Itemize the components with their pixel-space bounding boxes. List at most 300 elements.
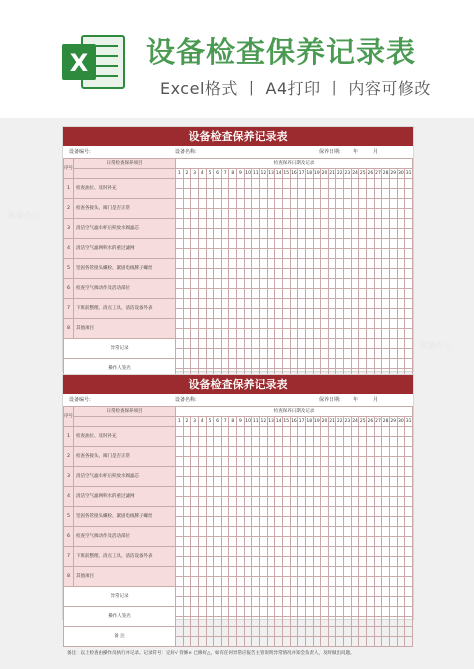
record-cell[interactable] <box>275 597 283 607</box>
record-cell[interactable] <box>397 587 405 597</box>
record-cell[interactable] <box>344 557 352 567</box>
record-cell[interactable] <box>374 209 382 219</box>
record-cell[interactable] <box>374 617 382 627</box>
record-cell[interactable] <box>229 457 237 467</box>
record-cell[interactable] <box>344 329 352 339</box>
record-cell[interactable] <box>344 507 352 517</box>
record-cell[interactable] <box>244 279 252 289</box>
record-cell[interactable] <box>252 577 260 587</box>
record-cell[interactable] <box>351 279 359 289</box>
record-cell[interactable] <box>321 299 329 309</box>
record-cell[interactable] <box>351 249 359 259</box>
record-cell[interactable] <box>305 219 313 229</box>
record-cell[interactable] <box>214 427 222 437</box>
record-cell[interactable] <box>351 467 359 477</box>
record-cell[interactable] <box>382 507 390 517</box>
record-cell[interactable] <box>191 597 199 607</box>
record-cell[interactable] <box>221 239 229 249</box>
record-cell[interactable] <box>191 547 199 557</box>
record-cell[interactable] <box>298 467 306 477</box>
record-cell[interactable] <box>351 457 359 467</box>
record-cell[interactable] <box>351 179 359 189</box>
record-cell[interactable] <box>328 349 336 359</box>
record-cell[interactable] <box>405 427 413 437</box>
record-cell[interactable] <box>382 179 390 189</box>
record-cell[interactable] <box>206 279 214 289</box>
record-cell[interactable] <box>405 209 413 219</box>
record-cell[interactable] <box>229 349 237 359</box>
record-cell[interactable] <box>374 627 382 637</box>
record-cell[interactable] <box>290 477 298 487</box>
record-cell[interactable] <box>214 527 222 537</box>
record-cell[interactable] <box>313 497 321 507</box>
record-cell[interactable] <box>221 457 229 467</box>
record-cell[interactable] <box>328 309 336 319</box>
record-cell[interactable] <box>351 269 359 279</box>
record-cell[interactable] <box>382 269 390 279</box>
record-cell[interactable] <box>374 637 382 647</box>
record-cell[interactable] <box>191 309 199 319</box>
record-cell[interactable] <box>198 627 206 637</box>
record-cell[interactable] <box>267 179 275 189</box>
record-cell[interactable] <box>336 349 344 359</box>
record-cell[interactable] <box>260 269 268 279</box>
record-cell[interactable] <box>176 427 184 437</box>
record-cell[interactable] <box>267 497 275 507</box>
record-cell[interactable] <box>260 527 268 537</box>
record-cell[interactable] <box>260 437 268 447</box>
record-cell[interactable] <box>191 199 199 209</box>
record-cell[interactable] <box>328 537 336 547</box>
record-cell[interactable] <box>244 359 252 369</box>
record-cell[interactable] <box>229 359 237 369</box>
record-cell[interactable] <box>237 467 245 477</box>
record-cell[interactable] <box>176 577 184 587</box>
record-cell[interactable] <box>198 339 206 349</box>
record-cell[interactable] <box>382 279 390 289</box>
record-cell[interactable] <box>328 467 336 477</box>
record-cell[interactable] <box>237 537 245 547</box>
record-cell[interactable] <box>244 507 252 517</box>
record-cell[interactable] <box>397 349 405 359</box>
record-cell[interactable] <box>367 527 375 537</box>
record-cell[interactable] <box>344 467 352 477</box>
record-cell[interactable] <box>282 517 290 527</box>
record-cell[interactable] <box>260 359 268 369</box>
record-cell[interactable] <box>359 437 367 447</box>
record-cell[interactable] <box>198 329 206 339</box>
record-cell[interactable] <box>313 229 321 239</box>
record-cell[interactable] <box>382 597 390 607</box>
record-cell[interactable] <box>351 567 359 577</box>
record-cell[interactable] <box>275 547 283 557</box>
record-cell[interactable] <box>397 329 405 339</box>
record-cell[interactable] <box>237 507 245 517</box>
record-cell[interactable] <box>267 299 275 309</box>
record-cell[interactable] <box>221 617 229 627</box>
record-cell[interactable] <box>214 219 222 229</box>
record-cell[interactable] <box>359 299 367 309</box>
record-cell[interactable] <box>282 209 290 219</box>
record-cell[interactable] <box>374 349 382 359</box>
record-cell[interactable] <box>198 349 206 359</box>
record-cell[interactable] <box>206 289 214 299</box>
record-cell[interactable] <box>260 567 268 577</box>
record-cell[interactable] <box>183 349 191 359</box>
record-cell[interactable] <box>367 309 375 319</box>
record-cell[interactable] <box>382 239 390 249</box>
record-cell[interactable] <box>237 617 245 627</box>
record-cell[interactable] <box>374 477 382 487</box>
record-cell[interactable] <box>305 249 313 259</box>
record-cell[interactable] <box>275 607 283 617</box>
record-cell[interactable] <box>359 179 367 189</box>
record-cell[interactable] <box>244 617 252 627</box>
record-cell[interactable] <box>252 437 260 447</box>
record-cell[interactable] <box>191 557 199 567</box>
record-cell[interactable] <box>351 299 359 309</box>
record-cell[interactable] <box>313 259 321 269</box>
record-cell[interactable] <box>198 359 206 369</box>
record-cell[interactable] <box>328 329 336 339</box>
record-cell[interactable] <box>382 607 390 617</box>
record-cell[interactable] <box>351 627 359 637</box>
record-cell[interactable] <box>336 259 344 269</box>
record-cell[interactable] <box>221 229 229 239</box>
record-cell[interactable] <box>382 447 390 457</box>
record-cell[interactable] <box>405 457 413 467</box>
record-cell[interactable] <box>214 607 222 617</box>
record-cell[interactable] <box>252 587 260 597</box>
record-cell[interactable] <box>275 457 283 467</box>
record-cell[interactable] <box>305 437 313 447</box>
record-cell[interactable] <box>267 309 275 319</box>
record-cell[interactable] <box>328 447 336 457</box>
record-cell[interactable] <box>206 339 214 349</box>
record-cell[interactable] <box>275 249 283 259</box>
record-cell[interactable] <box>221 279 229 289</box>
record-cell[interactable] <box>305 557 313 567</box>
record-cell[interactable] <box>206 597 214 607</box>
record-cell[interactable] <box>405 359 413 369</box>
record-cell[interactable] <box>198 239 206 249</box>
record-cell[interactable] <box>229 637 237 647</box>
record-cell[interactable] <box>206 617 214 627</box>
record-cell[interactable] <box>298 179 306 189</box>
record-cell[interactable] <box>260 627 268 637</box>
record-cell[interactable] <box>374 457 382 467</box>
record-cell[interactable] <box>344 219 352 229</box>
record-cell[interactable] <box>374 597 382 607</box>
record-cell[interactable] <box>191 179 199 189</box>
record-cell[interactable] <box>206 299 214 309</box>
record-cell[interactable] <box>374 487 382 497</box>
record-cell[interactable] <box>260 209 268 219</box>
record-cell[interactable] <box>328 249 336 259</box>
record-cell[interactable] <box>328 477 336 487</box>
record-cell[interactable] <box>290 269 298 279</box>
record-cell[interactable] <box>305 309 313 319</box>
record-cell[interactable] <box>214 259 222 269</box>
record-cell[interactable] <box>267 457 275 467</box>
record-cell[interactable] <box>382 567 390 577</box>
record-cell[interactable] <box>214 637 222 647</box>
record-cell[interactable] <box>237 339 245 349</box>
record-cell[interactable] <box>229 289 237 299</box>
record-cell[interactable] <box>267 627 275 637</box>
record-cell[interactable] <box>244 487 252 497</box>
record-cell[interactable] <box>359 199 367 209</box>
record-cell[interactable] <box>305 279 313 289</box>
record-cell[interactable] <box>389 339 397 349</box>
record-cell[interactable] <box>405 309 413 319</box>
record-cell[interactable] <box>367 269 375 279</box>
record-cell[interactable] <box>206 219 214 229</box>
record-cell[interactable] <box>260 597 268 607</box>
record-cell[interactable] <box>367 239 375 249</box>
record-cell[interactable] <box>359 427 367 437</box>
record-cell[interactable] <box>198 209 206 219</box>
record-cell[interactable] <box>367 497 375 507</box>
record-cell[interactable] <box>221 507 229 517</box>
record-cell[interactable] <box>305 299 313 309</box>
record-cell[interactable] <box>221 199 229 209</box>
record-cell[interactable] <box>298 189 306 199</box>
record-cell[interactable] <box>275 319 283 329</box>
record-cell[interactable] <box>214 309 222 319</box>
record-cell[interactable] <box>191 229 199 239</box>
record-cell[interactable] <box>260 517 268 527</box>
record-cell[interactable] <box>374 229 382 239</box>
record-cell[interactable] <box>252 557 260 567</box>
record-cell[interactable] <box>229 279 237 289</box>
record-cell[interactable] <box>206 557 214 567</box>
record-cell[interactable] <box>290 527 298 537</box>
record-cell[interactable] <box>351 339 359 349</box>
record-cell[interactable] <box>389 189 397 199</box>
record-cell[interactable] <box>344 477 352 487</box>
record-cell[interactable] <box>275 359 283 369</box>
record-cell[interactable] <box>183 477 191 487</box>
record-cell[interactable] <box>321 477 329 487</box>
record-cell[interactable] <box>252 447 260 457</box>
record-cell[interactable] <box>237 229 245 239</box>
record-cell[interactable] <box>183 567 191 577</box>
record-cell[interactable] <box>267 239 275 249</box>
record-cell[interactable] <box>389 229 397 239</box>
record-cell[interactable] <box>260 537 268 547</box>
record-cell[interactable] <box>351 637 359 647</box>
record-cell[interactable] <box>298 329 306 339</box>
record-cell[interactable] <box>191 437 199 447</box>
record-cell[interactable] <box>298 597 306 607</box>
record-cell[interactable] <box>282 249 290 259</box>
record-cell[interactable] <box>191 527 199 537</box>
record-cell[interactable] <box>359 467 367 477</box>
record-cell[interactable] <box>344 209 352 219</box>
record-cell[interactable] <box>328 497 336 507</box>
record-cell[interactable] <box>260 507 268 517</box>
record-cell[interactable] <box>351 617 359 627</box>
record-cell[interactable] <box>397 567 405 577</box>
record-cell[interactable] <box>298 309 306 319</box>
record-cell[interactable] <box>313 527 321 537</box>
record-cell[interactable] <box>206 189 214 199</box>
record-cell[interactable] <box>298 219 306 229</box>
record-cell[interactable] <box>244 329 252 339</box>
record-cell[interactable] <box>298 507 306 517</box>
record-cell[interactable] <box>344 637 352 647</box>
record-cell[interactable] <box>176 319 184 329</box>
record-cell[interactable] <box>374 547 382 557</box>
record-cell[interactable] <box>229 527 237 537</box>
record-cell[interactable] <box>176 437 184 447</box>
record-cell[interactable] <box>237 309 245 319</box>
record-cell[interactable] <box>405 537 413 547</box>
record-cell[interactable] <box>214 447 222 457</box>
record-cell[interactable] <box>229 309 237 319</box>
record-cell[interactable] <box>290 319 298 329</box>
record-cell[interactable] <box>359 557 367 567</box>
record-cell[interactable] <box>252 229 260 239</box>
record-cell[interactable] <box>321 199 329 209</box>
record-cell[interactable] <box>328 627 336 637</box>
record-cell[interactable] <box>351 209 359 219</box>
record-cell[interactable] <box>244 209 252 219</box>
record-cell[interactable] <box>206 447 214 457</box>
record-cell[interactable] <box>405 547 413 557</box>
record-cell[interactable] <box>290 517 298 527</box>
record-cell[interactable] <box>367 319 375 329</box>
record-cell[interactable] <box>313 339 321 349</box>
record-cell[interactable] <box>328 527 336 537</box>
record-cell[interactable] <box>374 179 382 189</box>
record-cell[interactable] <box>191 507 199 517</box>
record-cell[interactable] <box>313 249 321 259</box>
record-cell[interactable] <box>260 299 268 309</box>
record-cell[interactable] <box>405 329 413 339</box>
record-cell[interactable] <box>321 627 329 637</box>
record-cell[interactable] <box>267 359 275 369</box>
record-cell[interactable] <box>176 517 184 527</box>
record-cell[interactable] <box>298 487 306 497</box>
record-cell[interactable] <box>176 627 184 637</box>
record-cell[interactable] <box>282 527 290 537</box>
record-cell[interactable] <box>275 557 283 567</box>
record-cell[interactable] <box>374 447 382 457</box>
record-cell[interactable] <box>260 229 268 239</box>
record-cell[interactable] <box>290 547 298 557</box>
record-cell[interactable] <box>359 497 367 507</box>
record-cell[interactable] <box>282 359 290 369</box>
record-cell[interactable] <box>237 597 245 607</box>
record-cell[interactable] <box>328 279 336 289</box>
record-cell[interactable] <box>290 577 298 587</box>
record-cell[interactable] <box>221 537 229 547</box>
record-cell[interactable] <box>229 557 237 567</box>
record-cell[interactable] <box>198 279 206 289</box>
record-cell[interactable] <box>305 259 313 269</box>
record-cell[interactable] <box>313 219 321 229</box>
record-cell[interactable] <box>359 319 367 329</box>
record-cell[interactable] <box>282 457 290 467</box>
record-cell[interactable] <box>351 259 359 269</box>
record-cell[interactable] <box>321 437 329 447</box>
record-cell[interactable] <box>176 199 184 209</box>
record-cell[interactable] <box>191 517 199 527</box>
record-cell[interactable] <box>237 607 245 617</box>
record-cell[interactable] <box>267 437 275 447</box>
record-cell[interactable] <box>405 477 413 487</box>
record-cell[interactable] <box>336 359 344 369</box>
record-cell[interactable] <box>336 339 344 349</box>
record-cell[interactable] <box>328 289 336 299</box>
record-cell[interactable] <box>191 329 199 339</box>
record-cell[interactable] <box>389 537 397 547</box>
record-cell[interactable] <box>389 607 397 617</box>
record-cell[interactable] <box>214 587 222 597</box>
record-cell[interactable] <box>290 497 298 507</box>
record-cell[interactable] <box>367 537 375 547</box>
record-cell[interactable] <box>321 637 329 647</box>
record-cell[interactable] <box>321 427 329 437</box>
record-cell[interactable] <box>252 279 260 289</box>
record-cell[interactable] <box>176 359 184 369</box>
record-cell[interactable] <box>321 209 329 219</box>
record-cell[interactable] <box>237 527 245 537</box>
record-cell[interactable] <box>290 507 298 517</box>
record-cell[interactable] <box>359 577 367 587</box>
record-cell[interactable] <box>176 239 184 249</box>
record-cell[interactable] <box>214 179 222 189</box>
record-cell[interactable] <box>183 239 191 249</box>
record-cell[interactable] <box>389 279 397 289</box>
record-cell[interactable] <box>191 249 199 259</box>
record-cell[interactable] <box>221 557 229 567</box>
record-cell[interactable] <box>252 359 260 369</box>
record-cell[interactable] <box>244 547 252 557</box>
record-cell[interactable] <box>221 339 229 349</box>
record-cell[interactable] <box>321 319 329 329</box>
record-cell[interactable] <box>252 349 260 359</box>
record-cell[interactable] <box>367 249 375 259</box>
record-cell[interactable] <box>298 447 306 457</box>
record-cell[interactable] <box>191 637 199 647</box>
record-cell[interactable] <box>237 269 245 279</box>
record-cell[interactable] <box>282 349 290 359</box>
record-cell[interactable] <box>359 607 367 617</box>
record-cell[interactable] <box>252 239 260 249</box>
record-cell[interactable] <box>290 179 298 189</box>
record-cell[interactable] <box>328 637 336 647</box>
record-cell[interactable] <box>214 249 222 259</box>
record-cell[interactable] <box>313 537 321 547</box>
record-cell[interactable] <box>305 577 313 587</box>
record-cell[interactable] <box>183 339 191 349</box>
record-cell[interactable] <box>298 259 306 269</box>
record-cell[interactable] <box>374 537 382 547</box>
record-cell[interactable] <box>183 179 191 189</box>
record-cell[interactable] <box>305 179 313 189</box>
record-cell[interactable] <box>290 289 298 299</box>
record-cell[interactable] <box>382 577 390 587</box>
record-cell[interactable] <box>183 319 191 329</box>
record-cell[interactable] <box>389 547 397 557</box>
record-cell[interactable] <box>267 547 275 557</box>
record-cell[interactable] <box>176 209 184 219</box>
record-cell[interactable] <box>405 189 413 199</box>
record-cell[interactable] <box>336 309 344 319</box>
